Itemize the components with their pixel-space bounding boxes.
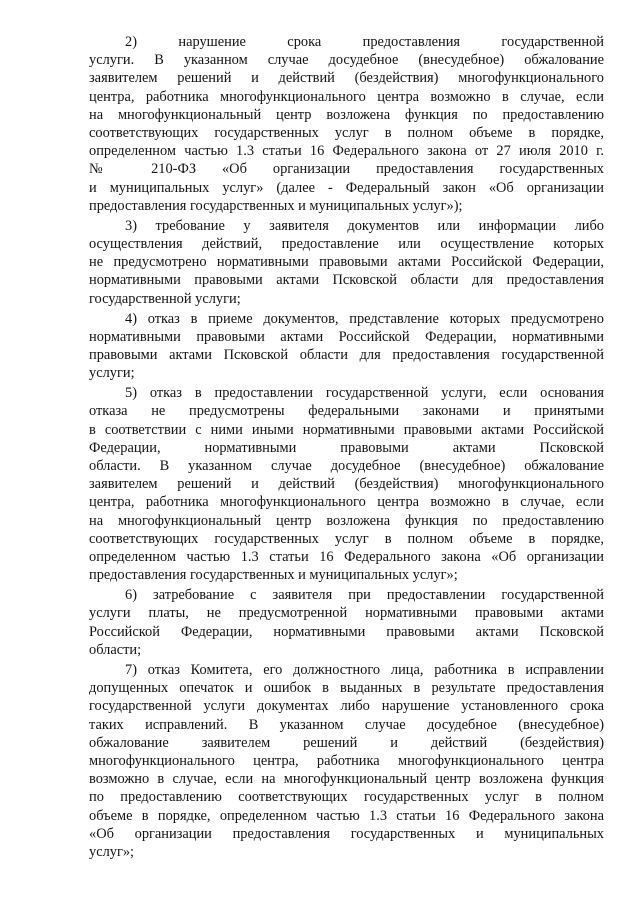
- text-line: нормативными правовыми актами Псковской области для предоставления: [89, 272, 604, 289]
- text-line: государственной услуги документах либо нарушение установленного срока: [89, 698, 604, 715]
- text-line: в соответствии с ними иными нормативными правовыми актами Российской: [89, 421, 604, 438]
- text-line: 2) нарушение срока предоставления государственной: [125, 34, 604, 50]
- text-line: возможно в случае, если на многофункциональный центр возложена функция: [89, 771, 604, 788]
- text-line: объеме в порядке, определенном частью 1.3 статьи 16 Федерального закона: [89, 807, 604, 824]
- text-line: заявителем решений и действий (бездействия) многофункционального: [89, 476, 604, 493]
- text-line: 5) отказ в предоставлении государственной услуги, если основания: [125, 385, 604, 402]
- text-line: государственной услуги;: [89, 290, 241, 307]
- text-line: правовыми актами Псковской области для предоставления государственной: [89, 347, 604, 364]
- text-line: услуг»;: [89, 843, 135, 860]
- text-line: предоставления государственных и муниципальных услуг»;: [89, 567, 458, 584]
- paragraph-item-2: [89, 33, 604, 215]
- text-line: услуги. В указанном случае досудебное (внесудебное) обжалование: [89, 52, 604, 69]
- text-line: услуги;: [89, 365, 135, 382]
- paragraph-item-4: [89, 310, 604, 383]
- text-line: осуществления действий, предоставление или осуществление которых: [89, 236, 604, 253]
- text-line: 3) требование у заявителя документов или информации либо: [125, 217, 604, 234]
- text-line: 6) затребование с заявителя при предоставлении государственной: [125, 587, 604, 604]
- text-line: Федерации, нормативными правовыми актами Псковской: [89, 439, 604, 456]
- text-line: на многофункциональный центр возложена функция по предоставлению: [89, 512, 604, 529]
- text-line: центра, работника многофункционального центра возможно в случае, если: [89, 88, 604, 105]
- paragraph-item-6: [89, 586, 604, 659]
- text-line: обжалование заявителем решений и действий (бездействия): [89, 734, 604, 751]
- text-line: определенном частью 1.3 статьи 16 Федерального закона от 27 июля 2010 г.: [89, 143, 604, 160]
- text-line: нормативными правовыми актами Российской Федерации, нормативными: [89, 328, 604, 345]
- text-line: Российской Федерации, нормативными правовыми актами Псковской: [89, 623, 604, 640]
- paragraph-item-3: [89, 217, 604, 308]
- text-line: многофункционального центра, работника многофункционального центра: [89, 752, 604, 769]
- text-line: области. В указанном случае досудебное (внесудебное) обжалование: [89, 458, 604, 475]
- text-line: предоставления государственных и муниципальных услуг»);: [89, 197, 463, 214]
- text-line: отказа не предусмотрены федеральными законами и принятыми: [89, 403, 604, 420]
- text-line: на многофункциональный центр возложена функция по предоставлению: [89, 106, 604, 123]
- text-line: соответствующих государственных услуг в полном объеме в порядке,: [89, 125, 604, 142]
- text-line: соответствующих государственных услуг в полном объеме в порядке,: [89, 530, 604, 547]
- text-line: центра, работника многофункционального центра возможно в случае, если: [89, 494, 604, 511]
- text-line: 7) отказ Комитета, его должностного лица, работника в исправлении: [125, 661, 604, 678]
- text-line: по предоставлению соответствующих государственных услуг в полном: [89, 789, 604, 806]
- text-line: не предусмотрено нормативными правовыми актами Российской Федерации,: [89, 254, 604, 271]
- text-line: области;: [89, 641, 142, 658]
- text-line: 4) отказ в приеме документов, представление которых предусмотрено: [125, 310, 604, 327]
- paragraph-item-5: [89, 384, 604, 584]
- text-line: определенном частью 1.3 статьи 16 Федерального закона «Об организации: [89, 549, 604, 566]
- text-line: таких исправлений. В указанном случае досудебное (внесудебное): [89, 716, 604, 733]
- text-line: № 210-ФЗ «Об организации предоставления государственных: [89, 161, 604, 178]
- paragraph-item-7: [89, 661, 604, 861]
- text-line: допущенных опечаток и ошибок в выданных в результате предоставления: [89, 680, 604, 697]
- text-line: «Об организации предоставления государственных и муниципальных: [89, 825, 604, 842]
- text-line: заявителем решений и действий (бездействия) многофункционального: [89, 70, 604, 87]
- text-line: услуги платы, не предусмотренной нормативными правовыми актами: [89, 605, 604, 622]
- text-line: и муниципальных услуг» (далее - Федеральный закон «Об организации: [89, 179, 604, 196]
